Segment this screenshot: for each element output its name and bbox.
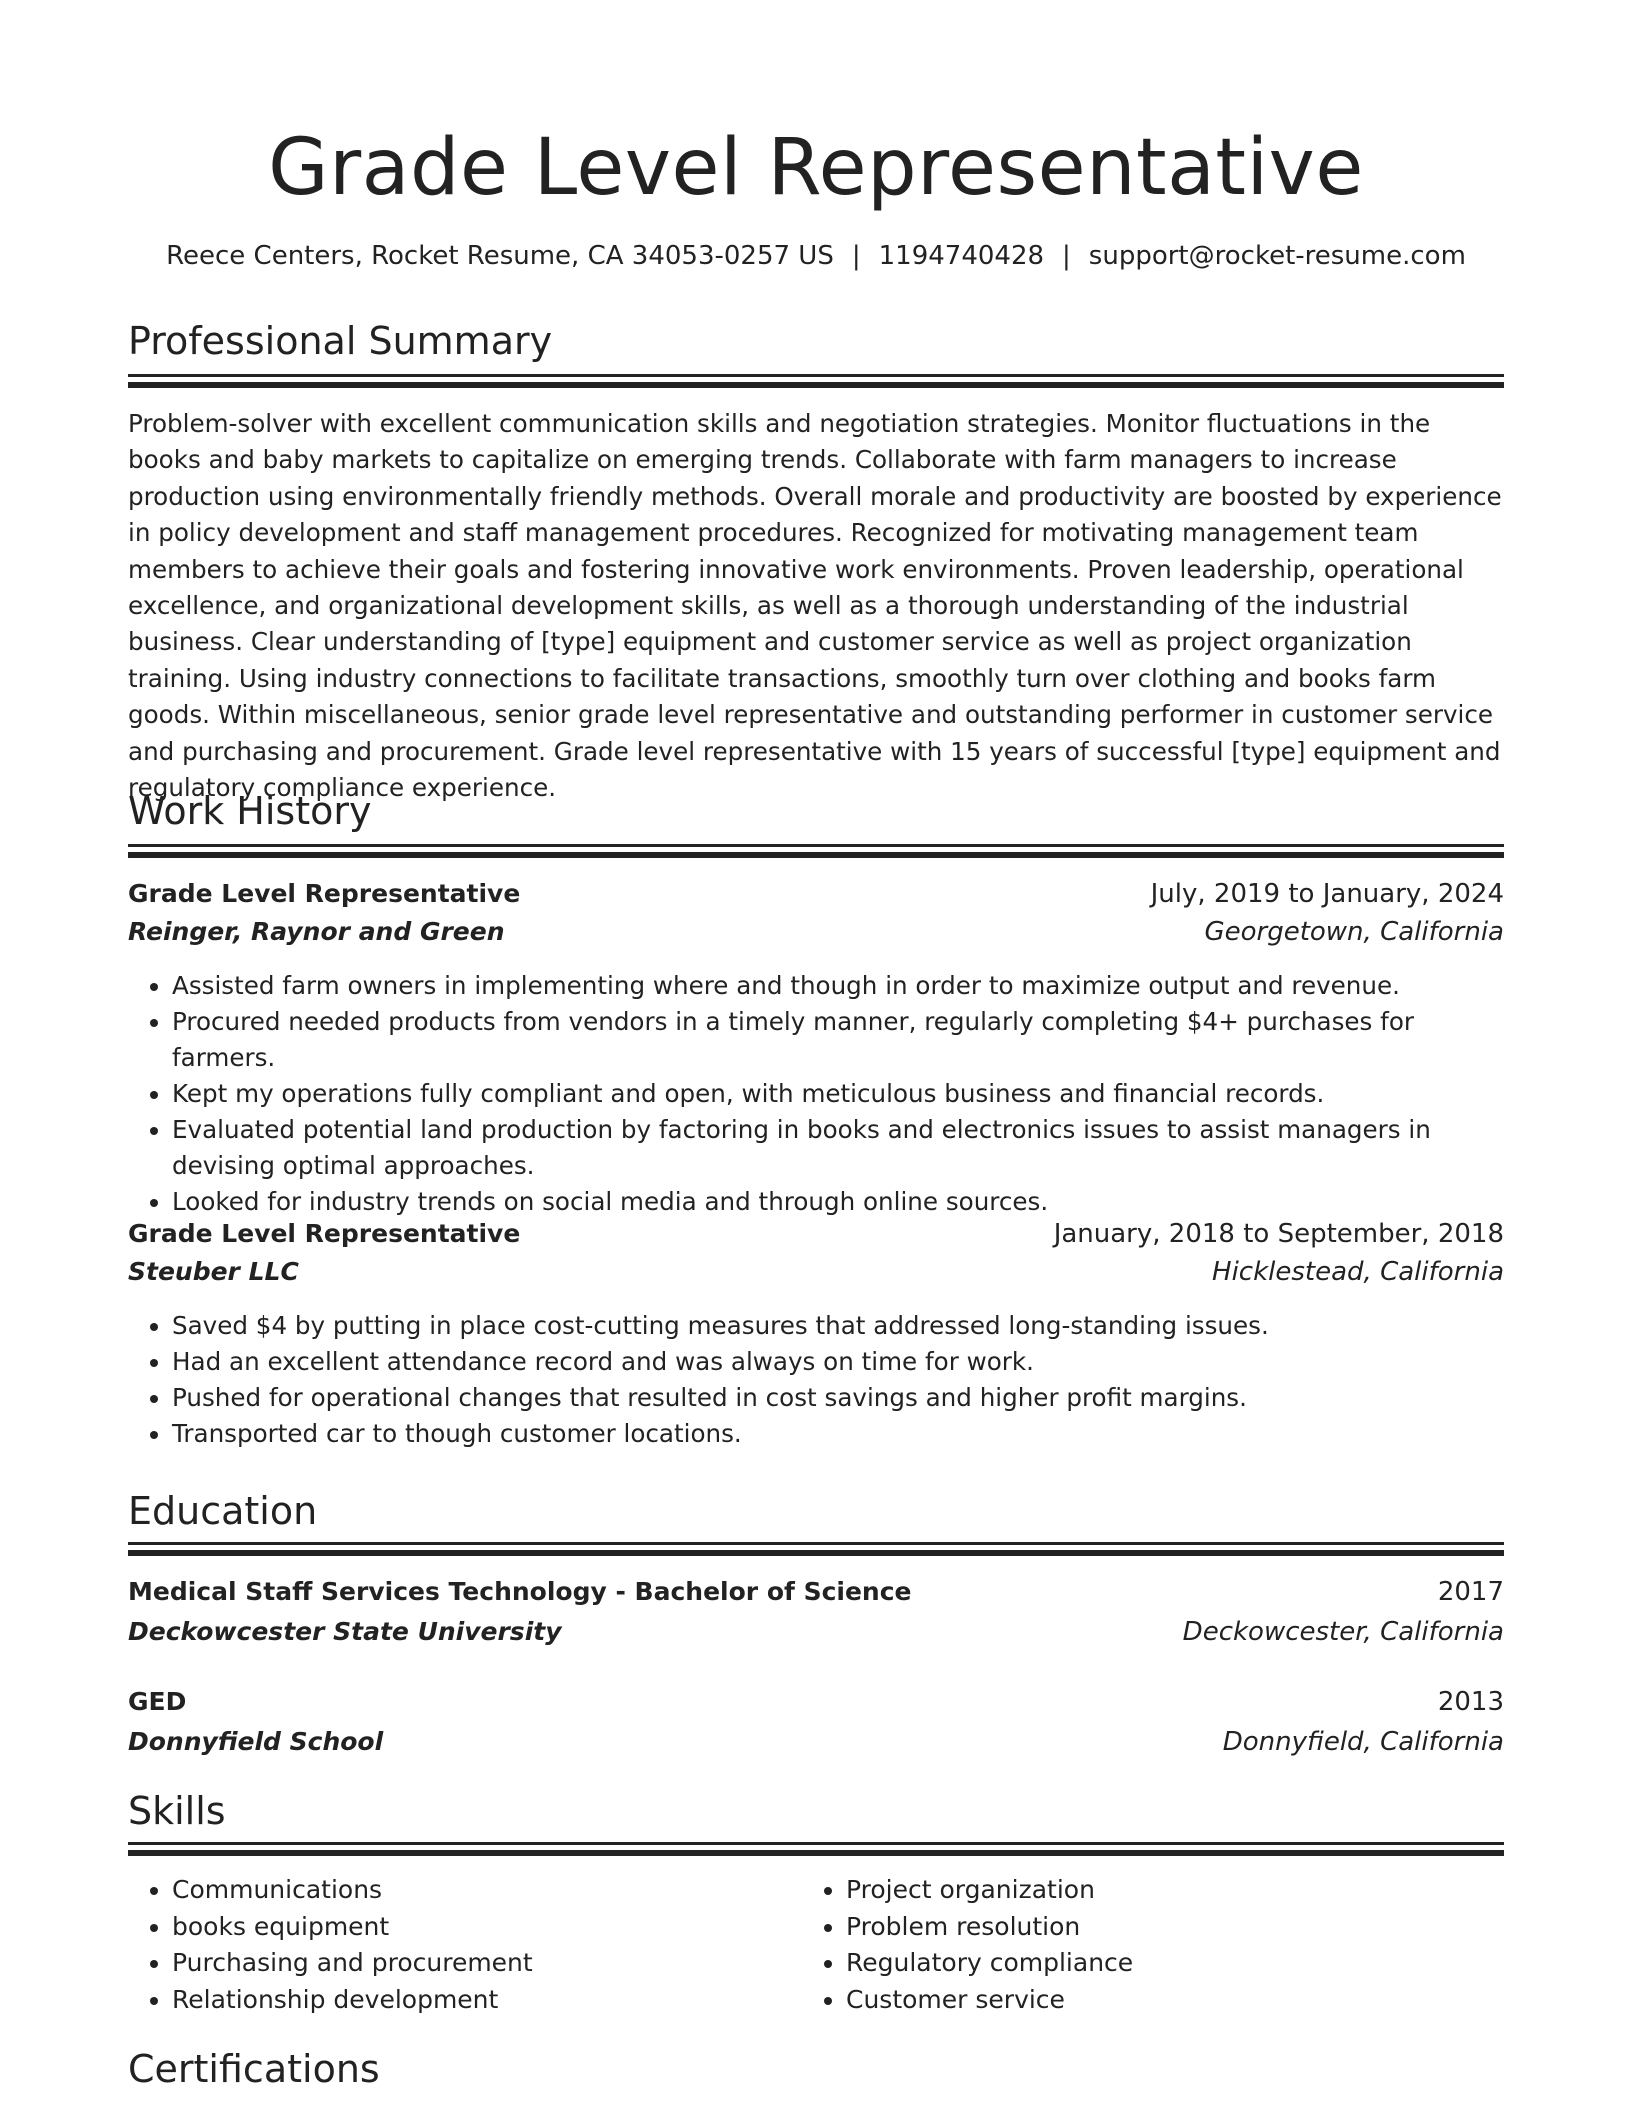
education-school: Donnyfield School <box>128 1727 384 1756</box>
job-header <box>128 876 1504 912</box>
contact-address: Reece Centers, Rocket Resume, CA 34053-0257 US <box>166 241 834 271</box>
education-location: Deckowcester, California <box>1182 1617 1504 1647</box>
list-item: • Had an excellent attendance record and was always on time for work. <box>172 1344 1504 1380</box>
skill-item: • Problem resolution <box>846 1909 1442 1946</box>
job-bullets <box>128 1308 1504 1452</box>
section-divider <box>128 1542 1504 1555</box>
page-title: Grade Level Representative <box>268 123 1364 213</box>
section-heading-skills: Skills <box>128 1789 226 1833</box>
job-header <box>128 1216 1504 1252</box>
job-title: Grade Level Representative <box>128 1219 521 1248</box>
skill-item: • Relationship development <box>172 1982 768 2019</box>
summary-text: Problem-solver with excellent communication skills and negotiation strategies. Monitor fluctuations in the books and baby markets to capitalize on emerging trends. Collaborate with farm managers to increase production using environmentally friendly methods. Overall morale and productivity are boosted by experience in policy development and staff management procedures. Recognized for motivating management team members to achieve their goals and fostering innovative work environments. Proven leadership, operational excellence, and organizational development skills, as well as a thorough understanding of the industrial business. Clear understanding of [type] equipment and customer service as well as project organization training. Using industry connections to facilitate transactions, smoothly turn over clothing and books farm goods. Within miscellaneous, senior grade level representative and outstanding performer in customer service and purchasing and procurement. Grade level representative with 15 years of successful [type] equipment and regulatory compliance experience. <box>128 409 1502 803</box>
education-year: 2017 <box>1437 1577 1504 1607</box>
education-degree: Medical Staff Services Technology - Bachelor of Science <box>128 1577 912 1606</box>
contact-line <box>0 238 1632 274</box>
list-item: • Evaluated potential land production by factoring in books and electronics issues to assist managers in devising optimal approaches. <box>172 1112 1504 1184</box>
contact-separator: | <box>1062 241 1071 271</box>
section-divider <box>128 1842 1504 1855</box>
skill-item: • books equipment <box>172 1909 768 1946</box>
job-location: Georgetown, California <box>1204 917 1504 947</box>
job-bullets <box>128 968 1504 1220</box>
contact-phone: 1194740428 <box>878 241 1045 271</box>
skill-item: • Project organization <box>846 1872 1442 1909</box>
contact-email: support@rocket-resume.com <box>1088 241 1466 271</box>
list-item: • Looked for industry trends on social media and through online sources. <box>172 1184 1504 1220</box>
list-item: • Pushed for operational changes that resulted in cost savings and higher profit margins. <box>172 1380 1504 1416</box>
education-subheader <box>128 1724 1504 1760</box>
education-year: 2013 <box>1437 1687 1504 1717</box>
education-subheader <box>128 1614 1504 1650</box>
list-item: • Saved $4 by putting in place cost-cutting measures that addressed long-standing issues. <box>172 1308 1504 1344</box>
list-item: • Kept my operations fully compliant and open, with meticulous business and financial records. <box>172 1076 1504 1112</box>
list-item: • Assisted farm owners in implementing where and though in order to maximize output and revenue. <box>172 968 1504 1004</box>
education-school: Deckowcester State University <box>128 1617 562 1646</box>
section-heading-education: Education <box>128 1489 318 1533</box>
skill-item: • Purchasing and procurement <box>172 1945 768 1982</box>
job-subheader <box>128 1254 1504 1290</box>
skills-list-left <box>128 1872 768 2018</box>
education-header <box>128 1574 1504 1610</box>
job-location: Hicklestead, California <box>1212 1257 1504 1287</box>
job-subheader <box>128 914 1504 950</box>
job-dates: January, 2018 to September, 2018 <box>1053 1219 1504 1249</box>
contact-separator: | <box>851 241 861 271</box>
section-heading-certifications: Certifications <box>128 2047 380 2091</box>
job-company: Reinger, Raynor and Green <box>128 917 505 946</box>
skill-item: • Customer service <box>846 1982 1442 2019</box>
job-dates: July, 2019 to January, 2024 <box>1150 879 1504 909</box>
job-company: Steuber LLC <box>128 1257 299 1286</box>
section-heading-work-history: Work History <box>128 789 372 833</box>
skill-item: • Communications <box>172 1872 768 1909</box>
section-divider <box>128 374 1504 387</box>
skill-item: • Regulatory compliance <box>846 1945 1442 1982</box>
education-location: Donnyfield, California <box>1222 1727 1504 1757</box>
skills-list-right <box>802 1872 1442 2018</box>
job-title: Grade Level Representative <box>128 879 521 908</box>
education-header <box>128 1684 1504 1720</box>
list-item: • Transported car to though customer locations. <box>172 1416 1504 1452</box>
education-degree: GED <box>128 1687 187 1716</box>
section-divider <box>128 844 1504 857</box>
section-heading-summary: Professional Summary <box>128 319 553 363</box>
list-item: • Procured needed products from vendors in a timely manner, regularly completing $4+ purchases for farmers. <box>172 1004 1504 1076</box>
